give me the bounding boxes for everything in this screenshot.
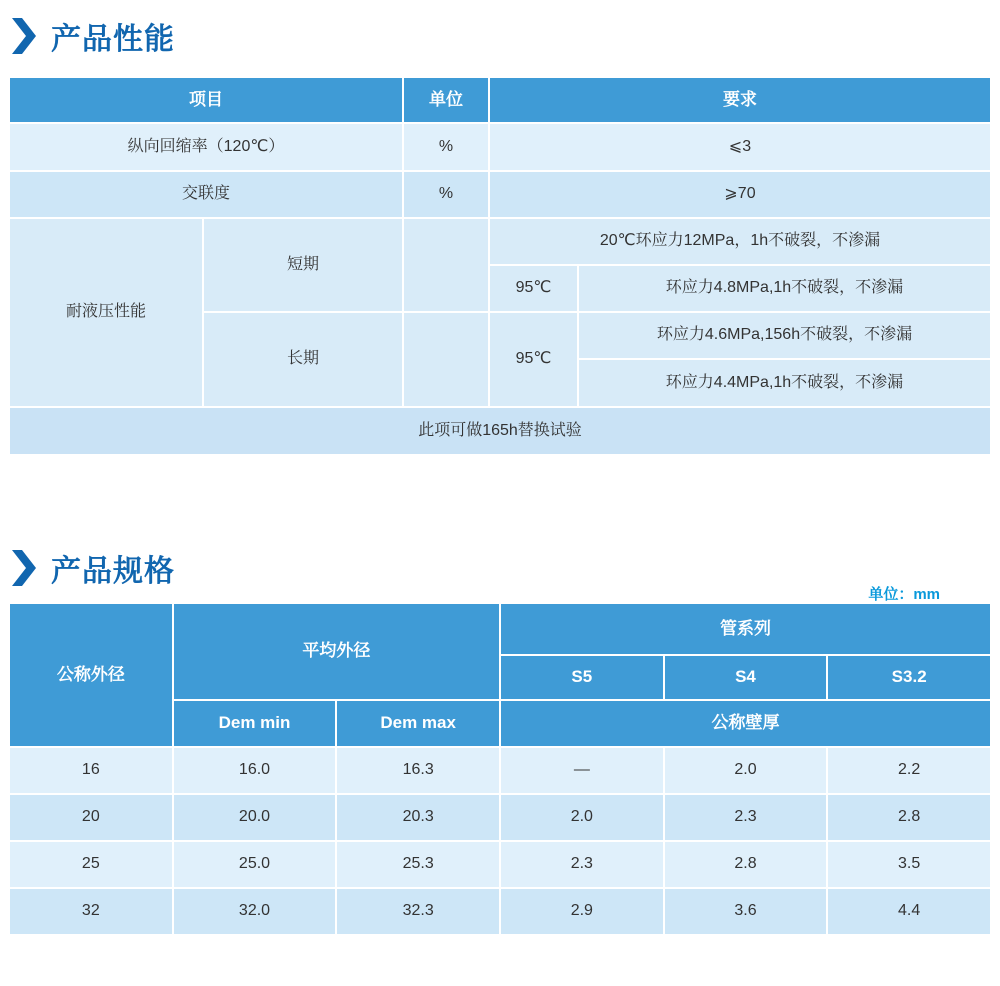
- hydro-short-unit-empty: [404, 219, 488, 311]
- spec-cell: 2.8: [665, 842, 827, 887]
- col-header-item: 项目: [10, 78, 402, 122]
- page-title-spec: 产品规格: [51, 555, 175, 588]
- hydro-long-term-label: 长期: [204, 313, 402, 406]
- hydro-label: 耐液压性能: [10, 219, 202, 406]
- spec-cell: 32.0: [174, 889, 336, 934]
- col-header-s3-2: S3.2: [828, 656, 990, 699]
- chevron-right-icon: [12, 550, 36, 586]
- table-footer-note: 此项可做165h替换试验: [10, 408, 990, 454]
- hydro-long-requirement-156h: 环应力4.6MPa,156h不破裂，不渗漏: [579, 313, 990, 358]
- spec-cell: 2.0: [665, 748, 827, 793]
- performance-table: [10, 78, 990, 454]
- shrinkage-unit: %: [404, 124, 488, 170]
- spec-cell: 16.3: [337, 748, 499, 793]
- spec-cell: 25.3: [337, 842, 499, 887]
- spec-cell: —: [501, 748, 663, 793]
- shrinkage-requirement: ⩽3: [490, 124, 990, 170]
- col-header-dem-max: Dem max: [337, 701, 499, 746]
- crosslink-requirement: ⩾70: [490, 172, 990, 217]
- spec-cell: 2.8: [828, 795, 990, 840]
- chevron-right-icon: [12, 18, 36, 54]
- col-header-s5: S5: [501, 656, 663, 699]
- col-header-dem-min: Dem min: [174, 701, 336, 746]
- col-header-wall-thickness: 公称壁厚: [501, 701, 990, 746]
- spec-cell: 4.4: [828, 889, 990, 934]
- col-header-s4: S4: [665, 656, 827, 699]
- page-title-performance: 产品性能: [51, 23, 175, 56]
- spec-cell: 20.0: [174, 795, 336, 840]
- section-performance-title: [12, 14, 1000, 58]
- unit-note: 单位：mm: [868, 586, 940, 603]
- spec-cell: 25.0: [174, 842, 336, 887]
- hydro-long-unit-empty: [404, 313, 488, 406]
- spec-cell: 3.6: [665, 889, 827, 934]
- spec-cell: 16.0: [174, 748, 336, 793]
- hydro-short-temp: 95℃: [490, 266, 577, 311]
- col-header-requirement: 要求: [490, 78, 990, 122]
- hydro-short-requirement-95c: 环应力4.8MPa,1h不破裂，不渗漏: [579, 266, 990, 311]
- spec-cell: 32.3: [337, 889, 499, 934]
- spec-cell: 20: [10, 795, 172, 840]
- spec-cell: 32: [10, 889, 172, 934]
- spec-cell: 2.0: [501, 795, 663, 840]
- col-header-nominal-od: 公称外径: [10, 604, 172, 746]
- shrinkage-label: 纵向回缩率（120℃）: [10, 124, 402, 170]
- spec-cell: 20.3: [337, 795, 499, 840]
- hydro-long-requirement-1h: 环应力4.4MPa,1h不破裂，不渗漏: [579, 360, 990, 406]
- spec-cell: 2.2: [828, 748, 990, 793]
- hydro-short-requirement-20c: 20℃环应力12MPa，1h不破裂，不渗漏: [490, 219, 990, 264]
- col-header-avg-od: 平均外径: [174, 604, 499, 699]
- spec-cell: 25: [10, 842, 172, 887]
- col-header-pipe-series: 管系列: [501, 604, 990, 654]
- spec-cell: 2.9: [501, 889, 663, 934]
- spec-cell: 2.3: [665, 795, 827, 840]
- crosslink-label: 交联度: [10, 172, 402, 217]
- hydro-short-term-label: 短期: [204, 219, 402, 311]
- col-header-unit: 单位: [404, 78, 488, 122]
- section-spec-title: [12, 546, 990, 603]
- spec-table: [10, 604, 990, 934]
- hydro-long-temp: 95℃: [490, 313, 577, 406]
- spec-cell: 2.3: [501, 842, 663, 887]
- spec-cell: 16: [10, 748, 172, 793]
- crosslink-unit: %: [404, 172, 488, 217]
- spec-cell: 3.5: [828, 842, 990, 887]
